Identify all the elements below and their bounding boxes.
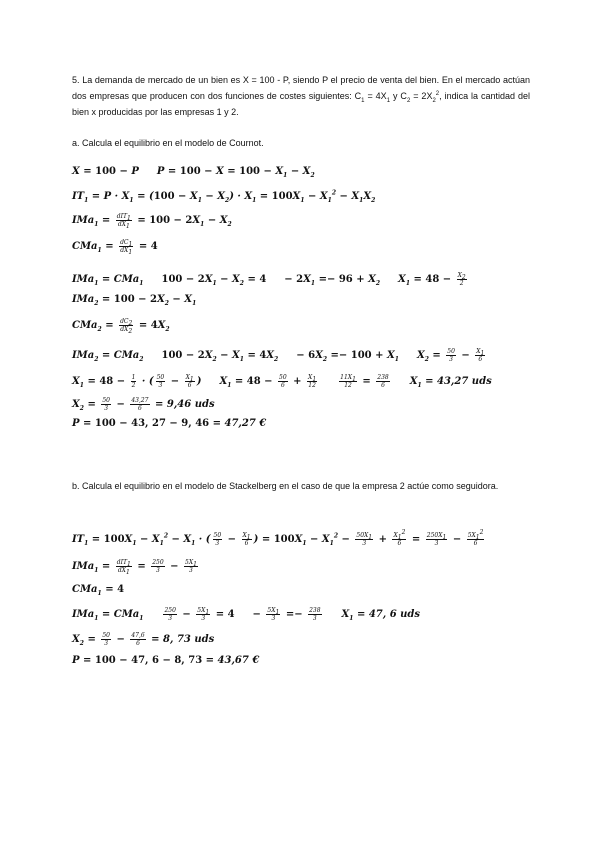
equation-cma2: CMa$_2$ = $\frac{dC_2}{dX_2}$ = $4X_2$ xyxy=(72,318,170,336)
equation-reaction-1: IMa$_1$ = CMa$_1$ $100 - 2X_1 - X_2 = 4 - 2X_1 =- 96 + X_2$ $X_1 = 48$ − $\frac{X_2}{2}$ xyxy=(72,272,466,287)
stackelberg-x1-value: 47, 6 uds xyxy=(368,609,421,620)
equation-reaction-2: IMa$_2$ = CMa$_2$ $100 - 2X_2 - X_1 = 4X_2 - 6X_2 =- 100 + X_1$ $X_2$ = $\frac{50}{3}$ − $\frac{X_1}{6}$ xyxy=(72,348,485,363)
equation-cma1-stackelberg: CMa$_1$ = 4 xyxy=(72,584,125,597)
equation-it1-stackelberg: $IT_1 = 100X_1 - X_1^2 - X_1$ · ( $\frac{50}{3}$ − $\frac{X_1}{6}$ ) = $100X_1 - X_1^2$ − $\frac{50X_1}{3}$ + $\frac{X_1^2}{6}$ = $\frac{250X_1}{3}$ − $\frac{5X_1^2}{6}$ xyxy=(72,529,484,547)
cournot-x2-value: 9,46 uds xyxy=(166,399,215,410)
equation-it1: $IT_1 = P \cdot X_1 = (100 - X_1 - X_2) \cdot X_1 = 100X_1 - X_1^2 - X_1X_2$ xyxy=(72,189,376,204)
equation-price-a: P = 100 − 43, 27 − 9, 46 = 47,27 € xyxy=(72,418,267,429)
stackelberg-price-value: 43,67 € xyxy=(217,655,260,666)
problem-statement: 5. La demanda de mercado de un bien es X = 100 - P, siendo P el precio de venta del bien. En el mercado actúan dos empresas que producen con dos funciones de costes siguientes: $C_1 = 4X_1$ y $C_2 = 2X_2^2$, indica la cantidad del bien x producidas por las empresas 1 y 2. xyxy=(72,75,530,117)
part-b-heading: b. Calcula el equilibrio en el modelo de Stackelberg en el caso de que la empresa 2 actúe como seguidora. xyxy=(72,481,499,491)
equation-x2-stackelberg: $X_2$ = $\frac{50}{3}$ − $\frac{47,6}{6}$ = 8, 73 uds xyxy=(72,632,215,647)
cournot-price-value: 47,27 € xyxy=(224,418,267,429)
equation-solve-stackelberg: IMa$_1$ = CMa$_1$ $\frac{250}{3}$ − $\frac{5X_1}{3}$ = 4 − $\frac{5X_1}{3}$ =− $\frac{238}{3}$ $X_1 = 47$, 6 uds xyxy=(72,607,421,622)
equation-ima2: $IMa_2 = 100 - 2X_2 - X_1$ xyxy=(72,294,197,307)
equation-ima1-stackelberg: IMa$_1$ = dIT$_1$ $dX_1$ = $\frac{250}{3}$ − $\frac{5X_1}{3}$ xyxy=(72,559,197,577)
equation-cma1: CMa$_1$ = $\frac{dC_1}{dX_1}$ = 4 xyxy=(72,239,158,257)
cournot-x1-value: 43,27 uds xyxy=(437,376,492,387)
equation-ima1: IMa$_1$ = dIT$_1$ $dX_1$ = $100 - 2X_1 - X_2$ xyxy=(72,213,232,231)
stackelberg-x2-value: 8, 73 uds xyxy=(163,634,215,645)
equation-solve-x2: $X_2$ = $\frac{50}{3}$ − $\frac{43,27}{6}$ = 9,46 uds xyxy=(72,397,215,412)
equation-solve-x1: $X_1 = 48$ − $\frac{1}{2}$ · ( $\frac{50}{3}$ − $\frac{X_1}{6}$ ) $X_1 = 48$ − $\frac{50}{6}$ + $\frac{X_1}{12}$ $\frac{11X_1}{12}$ = $\frac{238}{6}$ $X_1 = 43,27$ uds xyxy=(72,374,492,389)
equation-demand: X = 100 − P $P = 100 - X = 100 - X_1 - X_2$ xyxy=(72,166,315,179)
equation-price-b: P = 100 − 47, 6 − 8, 73 = 43,67 € xyxy=(72,655,260,666)
part-a-heading: a. Calcula el equilibrio en el modelo de Cournot. xyxy=(72,138,264,148)
